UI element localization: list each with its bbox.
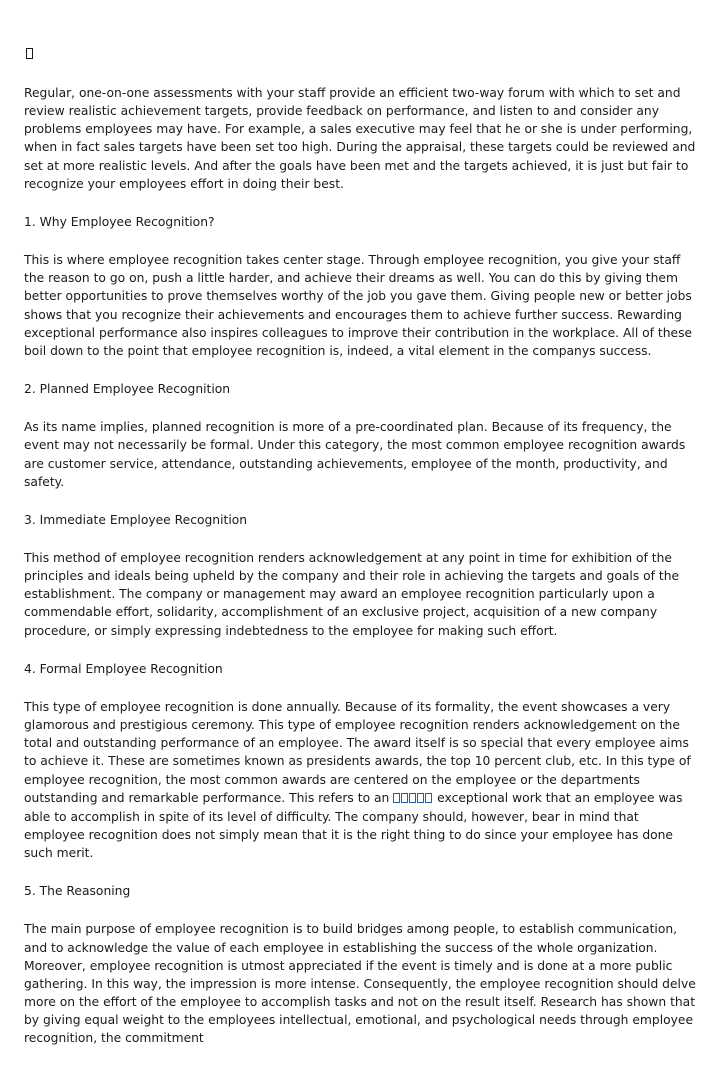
missing-glyph-icon: [26, 48, 33, 59]
section-body-why: This is where employee recognition takes center stage. Through employee recognition, you give your staff the reason to go on, push a little harder, and achieve their dreams as well. You can do this by giving them better opportunities to prove themselves worthy of the job you gave them. Giving people new or better jobs shows that you recognize their achievements and encourages them to achieve further success. Rewarding exceptional performance also inspires colleagues to improve their contribution in the workplace. All of these boil down to the point that employee recognition is, indeed, a vital element in the companys success.: [24, 253, 693, 358]
section-body-immediate: This method of employee recognition renders acknowledgement at any point in time for exhibition of the principles and ideals being upheld by the company and their role in achieving the targets and goals of the establishment. The company or management may award an employee recognition particularly upon a commendable effort, solidarity, accomplishment of an exclusive project, acquisition of a new company procedure, or simply expressing indebtedness to the employee for making such effort.: [24, 550, 680, 638]
formal-body-start: This type of employee recognition is done annually. Because of its formality, the event showcases a very glamorous and prestigious ceremony. This type of employee recognition renders acknowledgement on the total and outstanding performance of an employee. The award itself is so special that every employee aims to achieve it. These are sometimes known as presidents awards, the top 10 percent club, etc. In this type of employee recognition, the most common awards are centered on the employee or the departments outstanding and remarkable performance. This refers to an: [24, 699, 691, 805]
section-body-reasoning: The main purpose of employee recognition is to build bridges among people, to establish communication, and to acknowledge the value of each employee in establishing the success of the whole organization. Moreover, employee recognition is utmost appreciated if the event is timely and is done at a more public gathering. In this way, the impression is more intense. Consequently, the employee recognition should delve more on the effort of the employee to accomplish tasks and not on the result itself. Research has shown that by giving equal weight to the employees intellectual, emotional, and psychological needs through employee recognition, the commitment: [24, 922, 696, 1046]
section-heading-formal: 4. Formal Employee Recognition: [24, 661, 223, 676]
formal-body-end: exceptional work that an employee was able to accomplish in spite of its level of difficulty. The company should, however, bear in mind that employee recognition does not simply mean that it is the right thing to do since your employee has done such merit.: [24, 790, 683, 861]
document-page: [24, 0, 696, 1068]
section-body-formal: [24, 698, 696, 862]
section-heading-why: 1. Why Employee Recognition?: [24, 214, 215, 229]
section-heading-planned: 2. Planned Employee Recognition: [24, 382, 231, 397]
inline-link[interactable]: [393, 791, 433, 805]
intro-paragraph: Regular, one-on-one assessments with your staff provide an efficient two-way forum with which to set and review realistic achievement targets, provide feedback on performance, and listen to and consider any problems employees may have. For example, a sales executive may feel that he or she is under performing, when in fact sales targets have been set too high. During the appraisal, these targets could be reviewed and set at more realistic levels. And after the goals have been met and the targets achieved, it is just but fair to recognize your employees effort in doing their best.: [24, 86, 696, 191]
link-glyphs-icon: [393, 790, 433, 808]
section-heading-immediate: 3. Immediate Employee Recognition: [24, 512, 248, 527]
section-heading-reasoning: 5. The Reasoning: [24, 884, 131, 899]
section-body-planned: As its name implies, planned recognition is more of a pre-coordinated plan. Because of its frequency, the event may not necessarily be formal. Under this category, the most common employee recognition awards are customer service, attendance, outstanding achievements, employee of the month, productivity, and safety.: [24, 420, 686, 489]
